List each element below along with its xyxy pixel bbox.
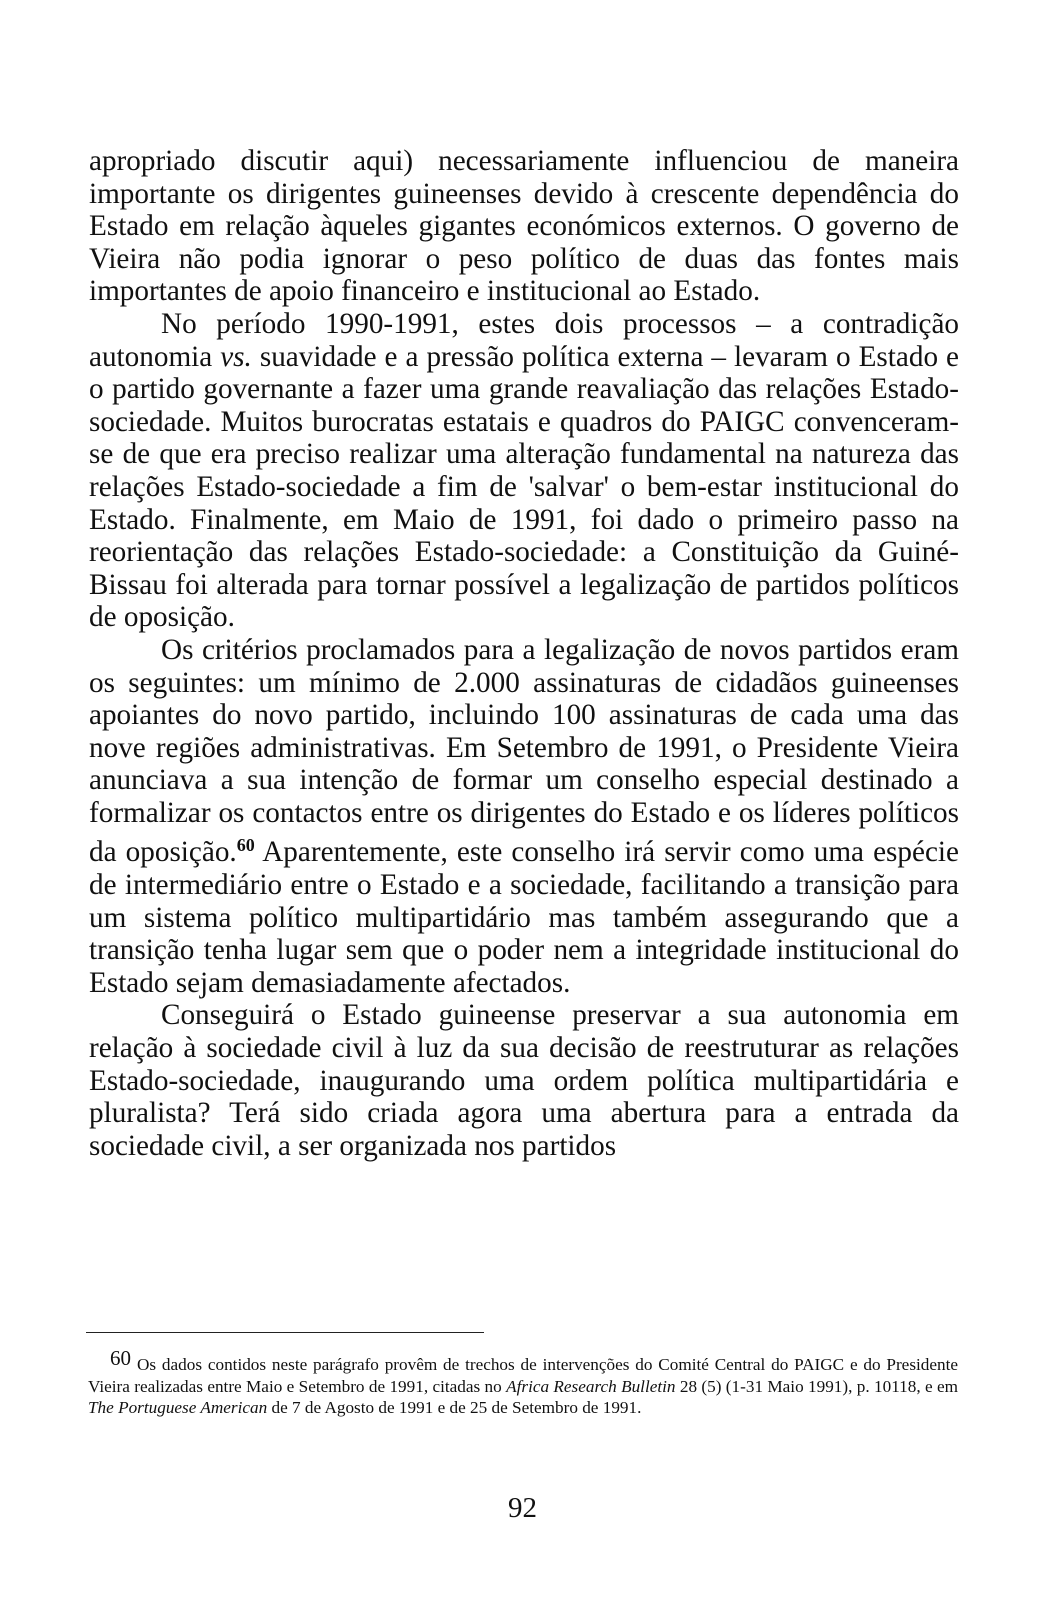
paragraph-3 — [89, 634, 959, 1000]
footnote-text-b: 28 (5) (1-31 Maio 1991), p. 10118, e em — [675, 1376, 958, 1396]
footnote-source-africa-research-bulletin: Africa Research Bulletin — [506, 1376, 676, 1396]
page-number: 92 — [508, 1492, 537, 1524]
footnote — [88, 1348, 958, 1419]
paragraph-4 — [89, 999, 959, 1162]
paragraph-3-text-b: Aparentemente, este conselho irá servir como uma espécie de intermediário entre o Estado e a sociedade, facilitando a transição para um sistema político multipartidário mas também assegurando que a transição tenha lugar sem que o poder nem a integridade institucional do Estado sejam demasiadamente afectados. — [89, 836, 959, 999]
footnote-marker: 60 — [110, 1346, 131, 1370]
paragraph-3-text-a: Os critérios proclamados para a legalização de novos partidos eram os seguintes: um mínimo de 2.000 assinaturas de cidadãos guineenses apoiantes do novo partido, incluindo 100 assinaturas de cada uma das nove regiões administrativas. Em Setembro de 1991, o Presidente Vieira anunciava a sua intenção de formar um conselho especial destinado a formalizar os contactos entre os dirigentes do Estado e os líderes políticos da oposição. — [89, 633, 959, 869]
paragraph-2 — [89, 308, 959, 634]
footnote-reference[interactable]: 60 — [236, 835, 255, 856]
footnote-text-c: de 7 de Agosto de 1991 e de 25 de Setembro de 1991. — [267, 1398, 642, 1417]
paragraph-1 — [89, 145, 959, 308]
versus-abbreviation: vs. — [220, 340, 252, 373]
paragraph-2-text-b: suavidade e a pressão política externa – levaram o Estado e o partido governante a fazer uma grande reavaliação das relações Estado-sociedade. Muitos burocratas estatais e quadros do PAIGC convenceram-se de que era preciso realizar uma alteração fundamental na natureza das relações Estado-sociedade a fim de 'salvar' o bem-estar institucional do Estado. Finalmente, em Maio de 1991, foi dado o primeiro passo na reorientação das relações Estado-sociedade: a Constituição da Guiné-Bissau foi alterada para tornar possível a legalização de partidos políticos de oposição. — [89, 340, 959, 634]
main-text — [89, 145, 959, 1162]
paragraph-4-text: Conseguirá o Estado guineense preservar a sua autonomia em relação à sociedade civil à luz da sua decisão de reestruturar as relações Estado-sociedade, inaugurando uma ordem política multipartidária e pluralista? Terá sido criada agora uma abertura para a entrada da sociedade civil, a ser organizada nos partidos — [89, 999, 959, 1162]
paragraph-2-text-a: No período 1990-1991, estes dois processos – a contradição autonomia — [89, 307, 959, 373]
footnote-source-portuguese-american: The Portuguese American — [88, 1398, 268, 1417]
paragraph-1-text: apropriado discutir aqui) necessariamente influenciou de maneira importante os dirigentes guineenses devido à crescente dependência do Estado em relação àqueles gigantes económicos externos. O governo de Vieira não podia ignorar o peso político de duas das fontes mais importantes de apoio financeiro e institucional ao Estado. — [89, 145, 959, 308]
footnote-divider — [86, 1332, 484, 1333]
footnote-text-a: Os dados contidos neste parágrafo provêm de trechos de intervenções do Comité Central do PAIGC e do Presidente Vieira realizadas entre Maio e Setembro de 1991, citadas no — [88, 1355, 958, 1396]
